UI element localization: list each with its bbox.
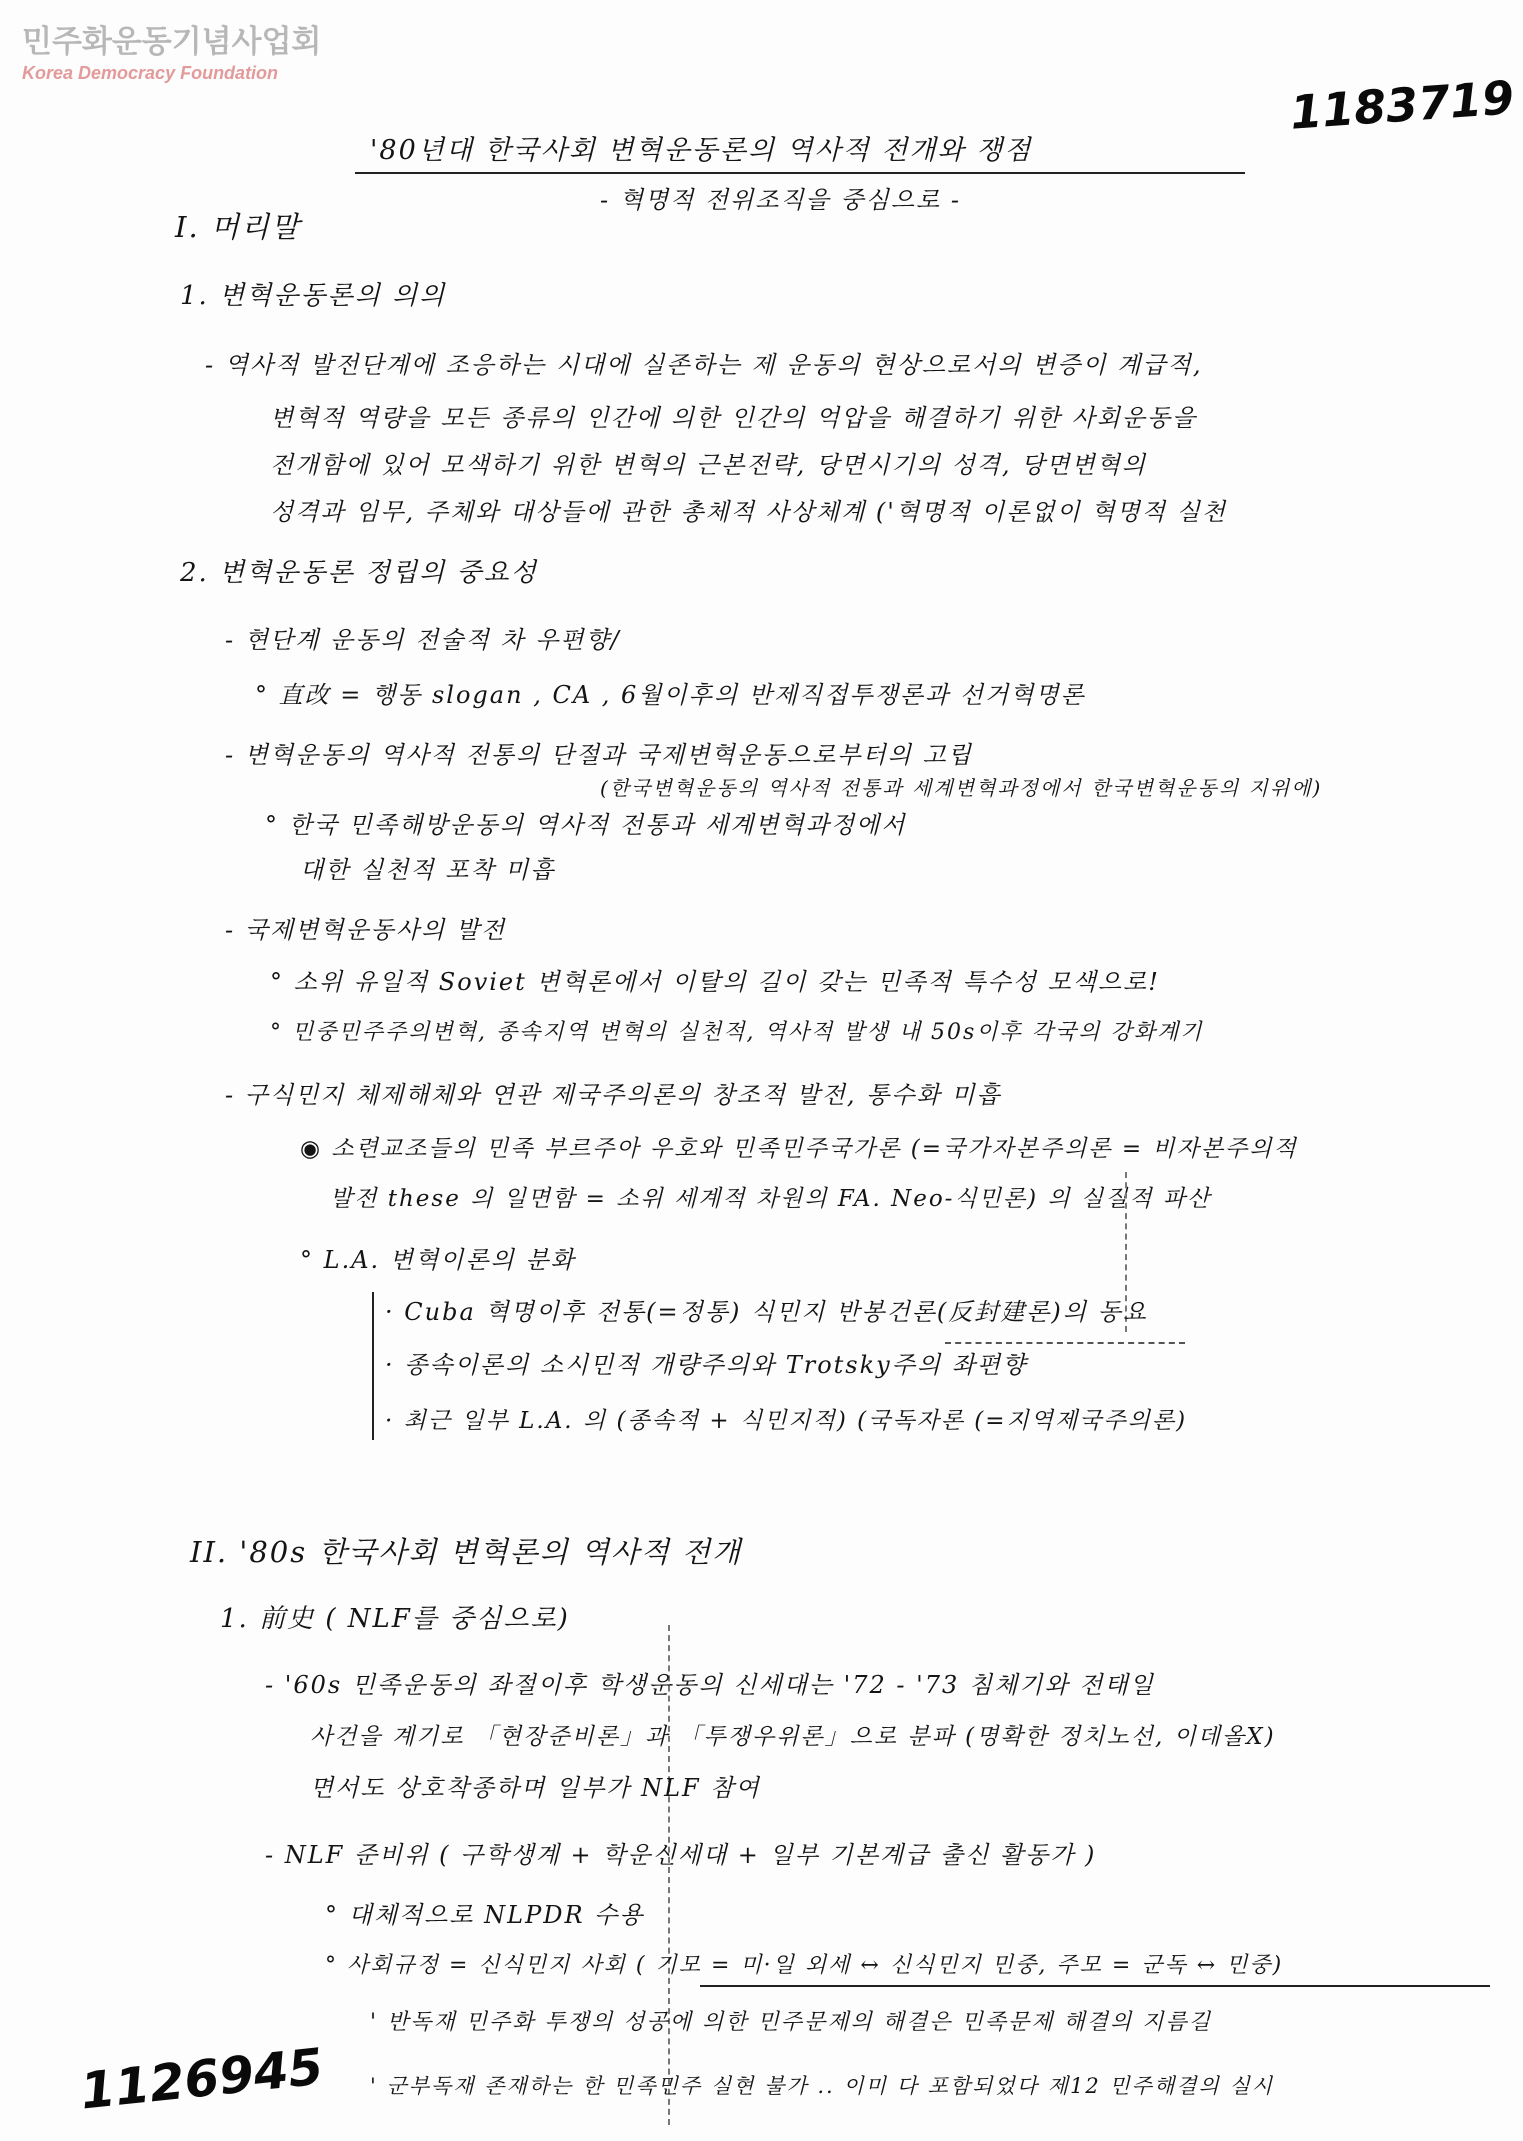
text-line: ' 군부독재 존재하는 한 민족민주 실현 불가 .. 이미 다 포함되었다 제12 민주해결의 실시 <box>370 2074 1275 2098</box>
document-title: '80년대 한국사회 변혁운동론의 역사적 전개와 쟁점 <box>370 135 1033 166</box>
text-line: ' 반독재 민주화 투쟁의 성공에 의한 민주문제의 해결은 민족문제 해결의 지름길 <box>370 2010 1213 2035</box>
foundation-watermark <box>22 22 321 84</box>
text-line: - 국제변혁운동사의 발전 <box>225 916 507 944</box>
text-line: 사건을 계기로 「현장준비론」과 「투쟁우위론」으로 분파 (명확한 정치노선, 이데올X) <box>310 1724 1276 1750</box>
text-line: - 역사적 발전단계에 조응하는 시대에 실존하는 제 운동의 현상으로서의 변증이 계급적, <box>205 351 1203 379</box>
text-line: ° 사회규정 = 신식민지 사회 ( 기모 = 미·일 외세 ↔ 신식민지 민중, 주모 = 군독 ↔ 민중) <box>325 1953 1284 1978</box>
text-line: 성격과 임무, 주체와 대상들에 관한 총체적 사상체계 ('혁명적 이론없이 혁명적 실천 <box>270 498 1227 526</box>
section-2-heading: II. '80s 한국사회 변혁론의 역사적 전개 <box>190 1535 743 1569</box>
text-line: 면서도 상호착종하며 일부가 NLF 참여 <box>310 1774 761 1802</box>
text-line: - NLF 준비위 ( 구학생계 + 학운신세대 + 일부 기본계급 출신 활동가 ) <box>265 1841 1097 1869</box>
text-line: - 구식민지 체제해체와 연관 제국주의론의 창조적 발전, 통수화 미흡 <box>225 1081 1002 1109</box>
list-bracket <box>372 1292 382 1440</box>
section-1-1-heading: 1. 변혁운동론의 의의 <box>180 281 447 311</box>
text-line: 대한 실천적 포착 미흡 <box>300 856 556 884</box>
section-1-2-heading: 2. 변혁운동론 정립의 중요성 <box>180 558 538 588</box>
margin-dashed-line <box>668 1625 670 2125</box>
watermark-english: Korea Democracy Foundation <box>22 63 279 83</box>
text-line: 전개함에 있어 모색하기 위한 변혁의 근본전략, 당면시기의 성격, 당면변혁의 <box>270 451 1147 479</box>
text-line: · Cuba 혁명이후 전통(=정통) 식민지 반봉건론(反封建론)의 동요 <box>385 1298 1148 1326</box>
text-line: 변혁적 역량을 모든 종류의 인간에 의한 인간의 억압을 해결하기 위한 사회운동을 <box>270 404 1198 432</box>
text-line: (한국변혁운동의 역사적 전통과 세계변혁과정에서 한국변혁운동의 지위에) <box>600 776 1323 800</box>
section-2-1-heading: 1. 前史 ( NLF를 중심으로) <box>220 1604 570 1634</box>
text-line: ° 한국 민족해방운동의 역사적 전통과 세계변혁과정에서 <box>265 811 907 839</box>
strikethrough-line <box>945 1342 1185 1344</box>
text-line: - '60s 민족운동의 좌절이후 학생운동의 신세대는 '72 - '73 침체기와 전태일 <box>265 1671 1155 1699</box>
title-underline <box>355 172 1245 174</box>
text-line: ◉ 소련교조들의 민족 부르주아 우호와 민족민주국가론 (=국가자본주의론 = 비자본주의적 <box>300 1136 1298 1162</box>
section-1-heading: I. 머리말 <box>175 210 301 244</box>
document-subtitle: - 혁명적 전위조직을 중심으로 - <box>600 186 961 214</box>
text-line: ° 민중민주주의변혁, 종속지역 변혁의 실천적, 역사적 발생 내 50s이후 각국의 강화계기 <box>270 1020 1204 1045</box>
watermark-korean: 민주화운동기념사업회 <box>22 24 322 60</box>
text-line: 발전 these 의 일면함 = 소위 세계적 차원의 FA. Neo-식민론) 의 실질적 파산 <box>330 1186 1212 1212</box>
archive-number-top: 1183719 <box>1288 70 1516 140</box>
text-line: ° 대체적으로 NLPDR 수용 <box>325 1901 645 1929</box>
underline <box>700 1985 1490 1987</box>
text-line: ° L.A. 변혁이론의 분화 <box>300 1246 576 1274</box>
text-line: · 종속이론의 소시민적 개량주의와 Trotsky주의 좌편향 <box>385 1351 1028 1379</box>
text-line: - 현단계 운동의 전술적 차 우편향/ <box>225 626 621 654</box>
archive-number-bottom: 1126945 <box>77 2037 326 2121</box>
text-line: ° 소위 유일적 Soviet 변혁론에서 이탈의 길이 갖는 민족적 특수성 모색으로! <box>270 968 1160 996</box>
text-line: · 최근 일부 L.A. 의 (종속적 + 식민지적) (국독자론 (=지역제국주의론) <box>385 1408 1188 1434</box>
text-line: - 변혁운동의 역사적 전통의 단절과 국제변혁운동으로부터의 고립 <box>225 741 973 769</box>
text-line: ° 直改 = 행동 slogan , CA , 6월이후의 반제직접투쟁론과 선거혁명론 <box>255 681 1086 709</box>
